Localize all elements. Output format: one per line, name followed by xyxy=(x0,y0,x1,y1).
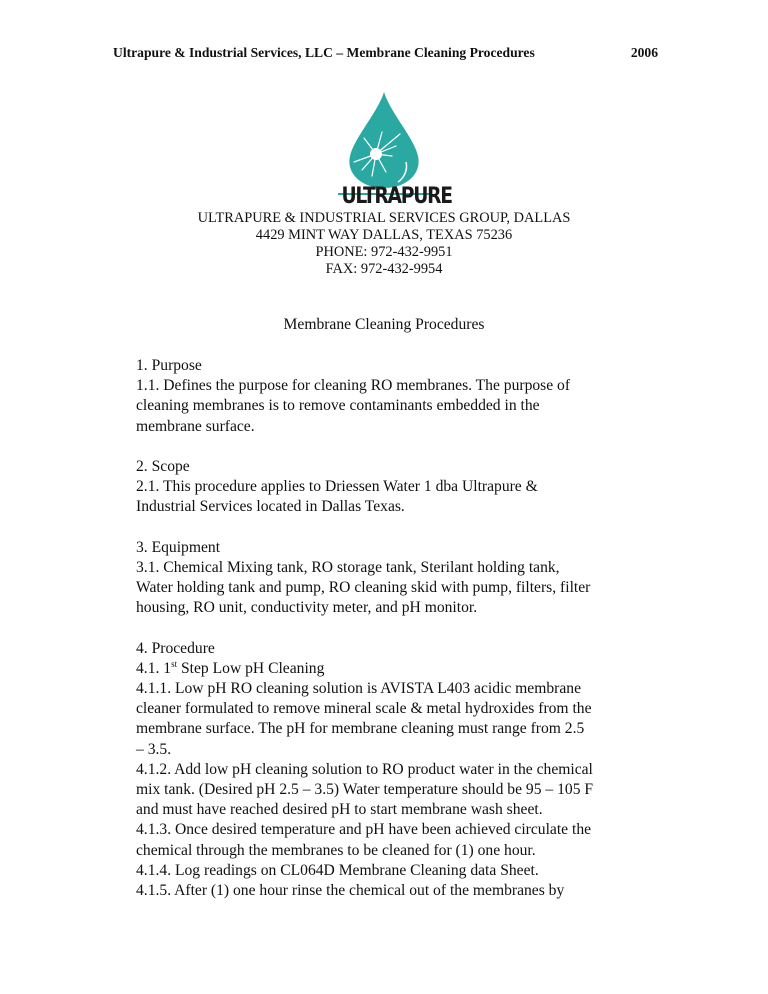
company-info xyxy=(0,210,768,278)
paragraph-line: membrane surface. The pH for membrane cleaning must range from 2.5 xyxy=(136,720,585,738)
paragraph-line: cleaning membranes is to remove contaminants embedded in the xyxy=(136,397,540,415)
step-prefix: 4.1. 1 xyxy=(136,659,172,677)
header-year: 2006 xyxy=(630,45,658,60)
company-name: ULTRAPURE & INDUSTRIAL SERVICES GROUP, DALLAS xyxy=(197,210,571,226)
paragraph-line: 2.1. This procedure applies to Driessen Water 1 dba Ultrapure & xyxy=(136,478,538,496)
paragraph-line: 4.1.3. Once desired temperature and pH have been achieved circulate the xyxy=(136,821,592,839)
paragraph-line: chemical through the membranes to be cleaned for (1) one hour. xyxy=(136,841,536,859)
section-heading-purpose: 1. Purpose xyxy=(136,357,202,374)
section-heading-procedure: 4. Procedure xyxy=(136,639,215,657)
paragraph-line: Water holding tank and pump, RO cleaning skid with pump, filters, filter xyxy=(136,579,591,597)
paragraph-line: mix tank. (Desired pH 2.5 – 3.5) Water temperature should be 95 – 105 F xyxy=(136,780,594,798)
company-phone: PHONE: 972-432-9951 xyxy=(315,244,453,260)
paragraph-line: and must have reached desired pH to start membrane wash sheet. xyxy=(136,801,543,819)
header-title: Ultrapure & Industrial Services, LLC – Membrane Cleaning Procedures xyxy=(113,45,535,60)
section-heading-equipment: 3. Equipment xyxy=(136,538,221,556)
paragraph-line: 4.1.5. After (1) one hour rinse the chemical out of the membranes by xyxy=(136,881,565,899)
paragraph-line: Industrial Services located in Dallas Texas. xyxy=(136,498,405,516)
paragraph-line: 4.1.1. Low pH RO cleaning solution is AVISTA L403 acidic membrane xyxy=(136,680,581,697)
step-superscript: st xyxy=(171,658,178,669)
paragraph-line: 4.1.4. Log readings on CL064D Membrane Cleaning data Sheet. xyxy=(136,861,539,879)
paragraph-line: cleaner formulated to remove mineral scale & metal hydroxides from the xyxy=(136,700,592,718)
company-fax: FAX: 972-432-9954 xyxy=(325,261,443,277)
logo-wordmark: ULTRAPURE xyxy=(341,184,452,209)
company-address: 4429 MINT WAY DALLAS, TEXAS 75236 xyxy=(255,227,513,243)
document-body xyxy=(136,356,676,901)
paragraph-line: 4.1.2. Add low pH cleaning solution to RO product water in the chemical xyxy=(136,760,593,778)
paragraph-line: 1.1. Defines the purpose for cleaning RO membranes. The purpose of xyxy=(136,377,571,395)
paragraph-line: housing, RO unit, conductivity meter, and pH monitor. xyxy=(136,599,478,617)
step-heading xyxy=(136,659,676,679)
step-suffix: Step Low pH Cleaning xyxy=(177,659,325,677)
section-heading-scope: 2. Scope xyxy=(136,457,190,475)
paragraph-line: membrane surface. xyxy=(136,417,255,435)
paragraph-line: – 3.5. xyxy=(136,740,172,758)
paragraph-line: 3.1. Chemical Mixing tank, RO storage tank, Sterilant holding tank, xyxy=(136,558,560,576)
document-title: Membrane Cleaning Procedures xyxy=(283,316,485,333)
page-header xyxy=(113,45,658,65)
ultrapure-logo xyxy=(328,88,452,212)
